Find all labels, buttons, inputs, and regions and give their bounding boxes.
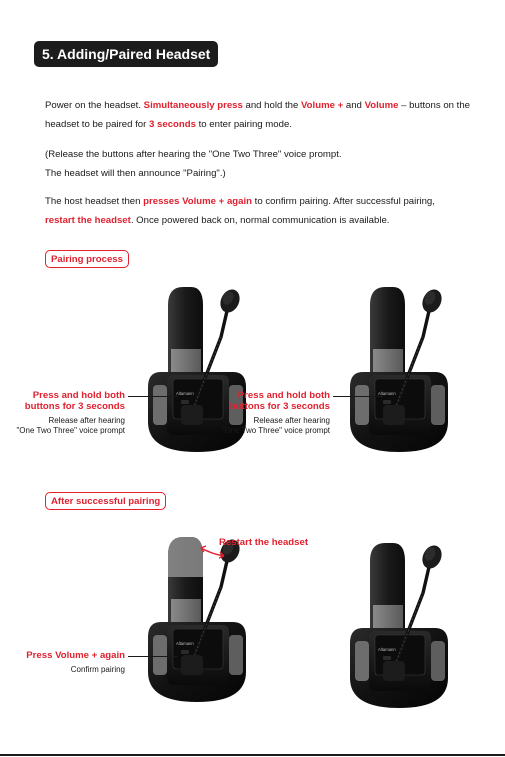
text: (Release the buttons after hearing the "One Two Three" voice prompt. bbox=[45, 149, 342, 160]
text: The host headset then bbox=[45, 196, 144, 207]
callout-main: Press and hold both bbox=[237, 390, 330, 401]
callout-sub: Release after hearing bbox=[253, 416, 330, 425]
text: to enter pairing mode. bbox=[195, 118, 292, 130]
text: Power on the headset. bbox=[45, 100, 144, 111]
headset-image-restart bbox=[143, 537, 253, 705]
headset-image-right bbox=[345, 287, 455, 455]
instructions-paragraph-3 bbox=[45, 193, 475, 230]
instructions-paragraph-1 bbox=[45, 97, 475, 134]
instructions-paragraph-2 bbox=[45, 146, 475, 183]
text: – buttons on the bbox=[398, 100, 470, 111]
highlight: 3 seconds bbox=[149, 118, 196, 130]
callout-sub: "One Two Three" voice prompt bbox=[16, 426, 125, 435]
highlight: Volume + bbox=[301, 100, 344, 111]
callout-line bbox=[333, 396, 383, 397]
after-pairing-label: After successful pairing bbox=[45, 492, 166, 510]
callout-main: buttons for 3 seconds bbox=[229, 401, 330, 412]
callout-line bbox=[128, 396, 178, 397]
section-title: 5. Adding/Paired Headset bbox=[34, 41, 218, 67]
callout-sub: "One Two Three" voice prompt bbox=[221, 426, 330, 435]
pairing-process-label: Pairing process bbox=[45, 250, 129, 268]
highlight: restart the headset bbox=[45, 214, 131, 226]
highlight: Simultaneously press bbox=[143, 100, 243, 111]
text: headset to be paired for bbox=[45, 118, 150, 130]
text: to confirm pairing. After successful pairing, bbox=[252, 196, 435, 207]
callout-main: Press and hold both bbox=[32, 390, 125, 401]
callout-left bbox=[10, 390, 125, 436]
callout-press-volume bbox=[10, 650, 125, 675]
text: The headset will then announce "Pairing".) bbox=[45, 167, 226, 179]
callout-sub: Confirm pairing bbox=[70, 665, 125, 674]
callout-line bbox=[128, 656, 178, 657]
text: and hold the bbox=[242, 100, 301, 111]
callout-main: buttons for 3 seconds bbox=[24, 401, 125, 412]
highlight: presses Volume + again bbox=[143, 196, 253, 207]
callout-right bbox=[215, 390, 330, 436]
restart-label: Restart the headset bbox=[219, 537, 309, 548]
highlight: Volume bbox=[364, 100, 399, 111]
text: . Once powered back on, normal communication is available. bbox=[130, 214, 390, 226]
callout-main: Press Volume + again bbox=[26, 650, 125, 661]
headset-image-after bbox=[345, 543, 455, 711]
text: and bbox=[343, 100, 365, 111]
bottom-rule bbox=[0, 754, 505, 756]
callout-sub: Release after hearing bbox=[48, 416, 125, 425]
